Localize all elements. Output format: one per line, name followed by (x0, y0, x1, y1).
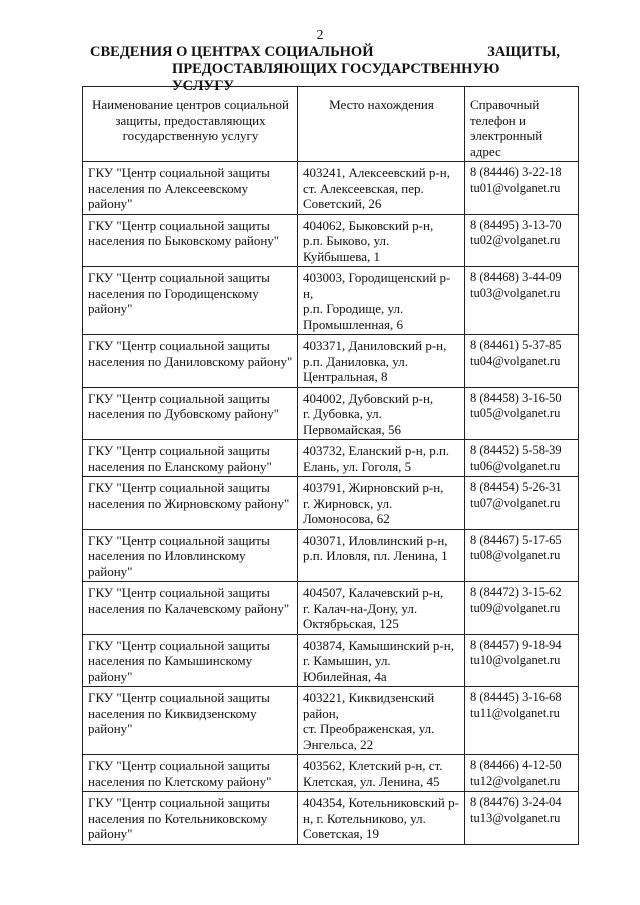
address-cell: 403791, Жирновский р-н, г. Жирновск, ул. Ломоносова, 62 (298, 477, 465, 530)
table-row (83, 529, 579, 582)
center-name-cell: ГКУ "Центр социальной защиты населения по Котельниковскому району" (83, 792, 298, 845)
contact-cell: 8 (84445) 3-16-68 tu11@volganet.ru (465, 687, 579, 755)
contact-cell: 8 (84467) 5-17-65 tu08@volganet.ru (465, 529, 579, 582)
center-name-cell: ГКУ "Центр социальной защиты населения по Калачевскому району" (83, 582, 298, 635)
title-line2: ПРЕДОСТАВЛЯЮЩИХ ГОСУДАРСТВЕННУЮ УСЛУГУ (172, 61, 500, 94)
table-row (83, 162, 579, 215)
center-name-cell: ГКУ "Центр социальной защиты населения по Даниловскому району" (83, 335, 298, 388)
center-name-cell: ГКУ "Центр социальной защиты населения по Дубовскому району" (83, 387, 298, 440)
center-name-cell: ГКУ "Центр социальной защиты населения по Иловлинскому району" (83, 529, 298, 582)
header-contact: Справочный телефон и электронный адрес (465, 87, 579, 162)
contact-cell: 8 (84472) 3-15-62 tu09@volganet.ru (465, 582, 579, 635)
address-cell: 403221, Киквидзенский район, ст. Преображенская, ул. Энгельса, 22 (298, 687, 465, 755)
address-cell: 403562, Клетский р-н, ст. Клетская, ул. Ленина, 45 (298, 755, 465, 792)
contact-cell: 8 (84446) 3-22-18 tu01@volganet.ru (465, 162, 579, 215)
center-name-cell: ГКУ "Центр социальной защиты населения по Киквидзенскому району" (83, 687, 298, 755)
table-row (83, 582, 579, 635)
center-name-cell: ГКУ "Центр социальной защиты населения по Алексеевскому району" (83, 162, 298, 215)
contact-cell: 8 (84454) 5-26-31 tu07@volganet.ru (465, 477, 579, 530)
contact-cell: 8 (84466) 4-12-50 tu12@volganet.ru (465, 755, 579, 792)
address-cell: 403874, Камышинский р-н, г. Камышин, ул. Юбилейная, 4а (298, 634, 465, 687)
contact-cell: 8 (84452) 5-58-39 tu06@volganet.ru (465, 440, 579, 477)
title-line1-right: ЗАЩИТЫ, (487, 44, 560, 60)
address-cell: 403732, Еланский р-н, р.п. Елань, ул. Гоголя, 5 (298, 440, 465, 477)
table-row (83, 477, 579, 530)
center-name-cell: ГКУ "Центр социальной защиты населения по Еланскому району" (83, 440, 298, 477)
address-cell: 403371, Даниловский р-н, р.п. Даниловка, ул. Центральная, 8 (298, 335, 465, 388)
center-name-cell: ГКУ "Центр социальной защиты населения по Жирновскому району" (83, 477, 298, 530)
table-row (83, 335, 579, 388)
center-name-cell: ГКУ "Центр социальной защиты населения по Камышинскому району" (83, 634, 298, 687)
table-row (83, 440, 579, 477)
table-header-row (83, 87, 579, 162)
contact-cell: 8 (84468) 3-44-09 tu03@volganet.ru (465, 267, 579, 335)
center-name-cell: ГКУ "Центр социальной защиты населения по Быковскому району" (83, 214, 298, 267)
table-row (83, 634, 579, 687)
address-cell: 404507, Калачевский р-н, г. Калач-на-Дону, ул. Октябрьская, 125 (298, 582, 465, 635)
address-cell: 404002, Дубовский р-н, г. Дубовка, ул. Первомайская, 56 (298, 387, 465, 440)
address-cell: 403003, Городищенский р-н, р.п. Городище, ул. Промышленная, 6 (298, 267, 465, 335)
centers-table (82, 86, 579, 845)
contact-cell: 8 (84461) 5-37-85 tu04@volganet.ru (465, 335, 579, 388)
header-name: Наименование центров социальной защиты, предоставляющих государственную услугу (83, 87, 298, 162)
address-cell: 403071, Иловлинский р-н, р.п. Иловля, пл. Ленина, 1 (298, 529, 465, 582)
address-cell: 404354, Котельниковский р-н, г. Котельниково, ул. Советская, 19 (298, 792, 465, 845)
page-number: 2 (316, 28, 324, 43)
table-row (83, 267, 579, 335)
contact-cell: 8 (84458) 3-16-50 tu05@volganet.ru (465, 387, 579, 440)
contact-cell: 8 (84476) 3-24-04 tu13@volganet.ru (465, 792, 579, 845)
center-name-cell: ГКУ "Центр социальной защиты населения по Клетскому району" (83, 755, 298, 792)
header-address: Место нахождения (298, 87, 465, 162)
table-row (83, 792, 579, 845)
table-row (83, 755, 579, 792)
title-line1-left: СВЕДЕНИЯ О ЦЕНТРАХ СОЦИАЛЬНОЙ (90, 44, 374, 60)
table-row (83, 214, 579, 267)
address-cell: 403241, Алексеевский р-н, ст. Алексеевская, пер. Советский, 26 (298, 162, 465, 215)
address-cell: 404062, Быковский р-н, р.п. Быково, ул. Куйбышева, 1 (298, 214, 465, 267)
table-row (83, 687, 579, 755)
contact-cell: 8 (84457) 9-18-94 tu10@volganet.ru (465, 634, 579, 687)
center-name-cell: ГКУ "Центр социальной защиты населения по Городищенскому району" (83, 267, 298, 335)
table-row (83, 387, 579, 440)
contact-cell: 8 (84495) 3-13-70 tu02@volganet.ru (465, 214, 579, 267)
